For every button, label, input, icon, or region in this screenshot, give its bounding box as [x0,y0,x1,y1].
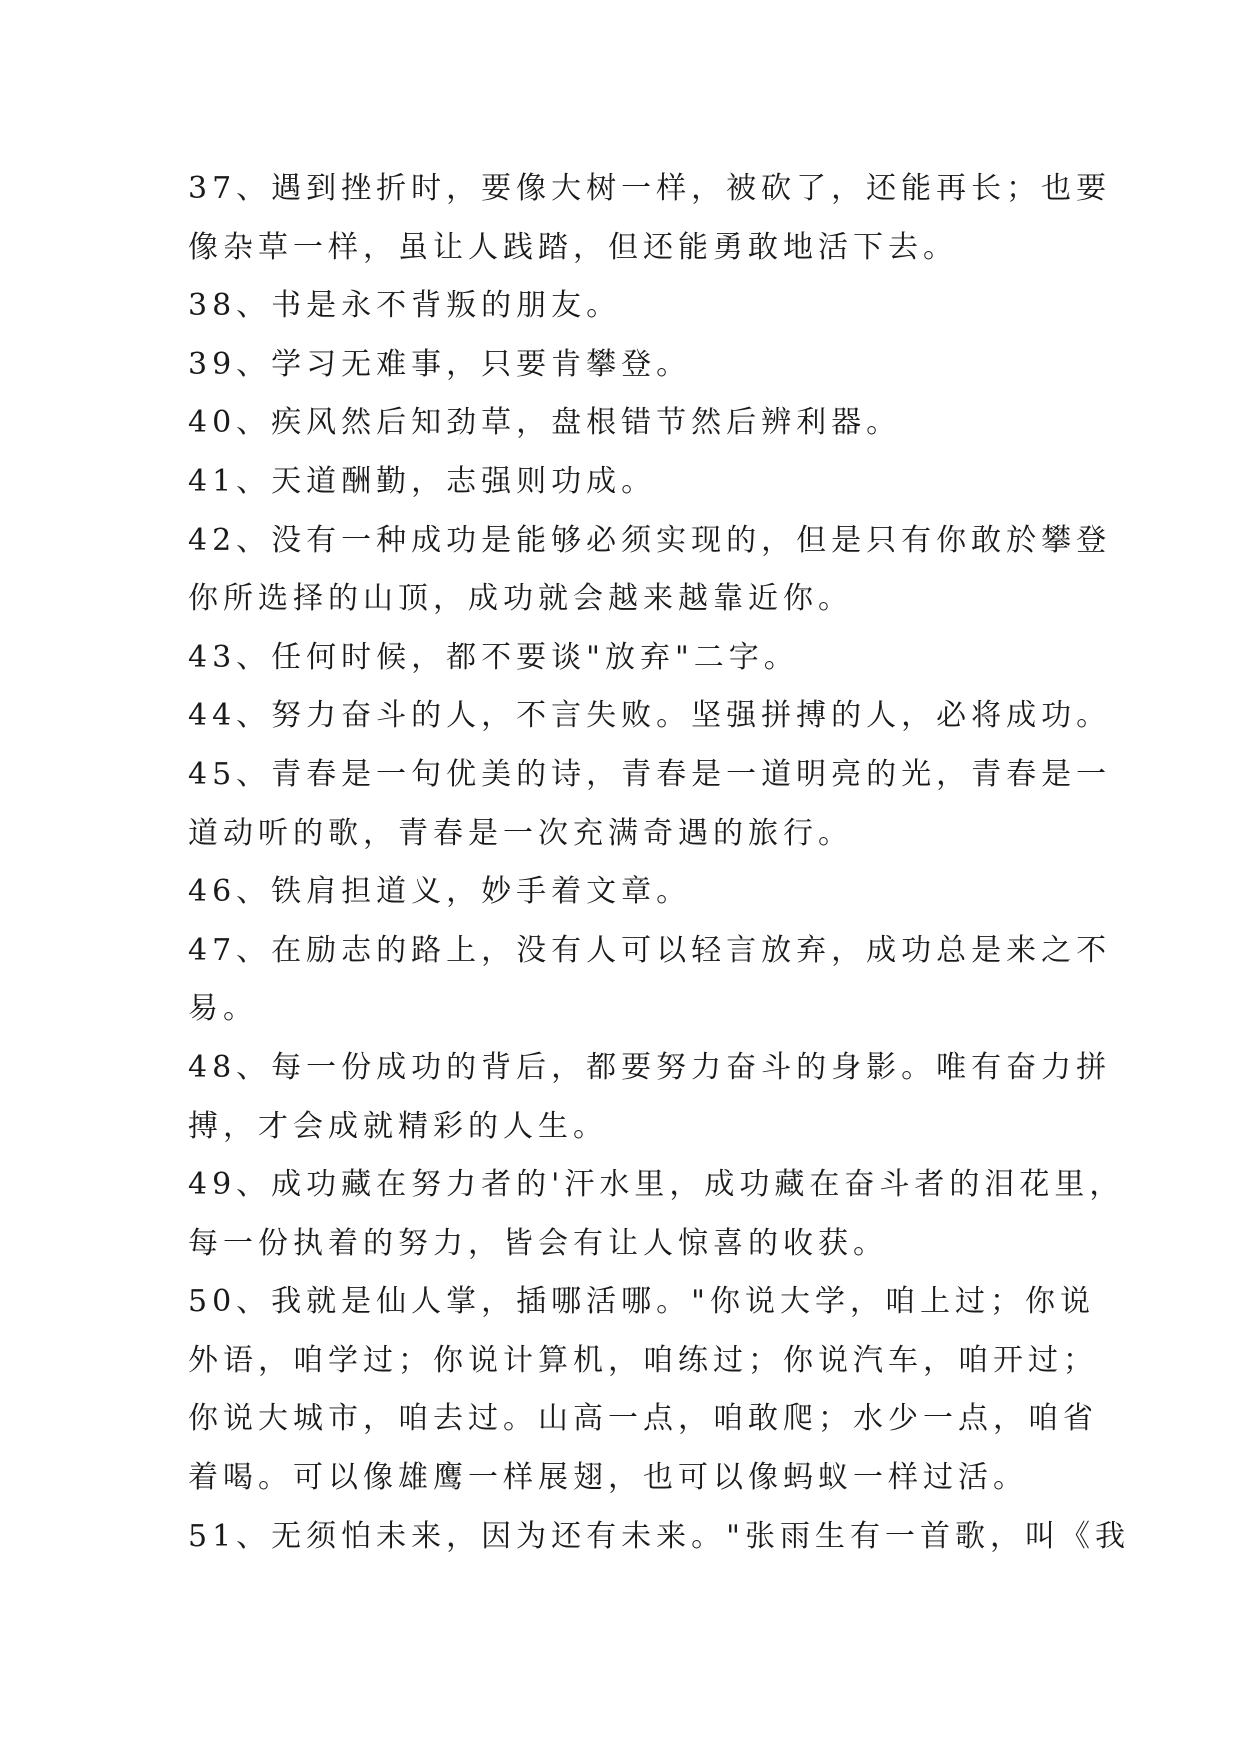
text-line: 47、在励志的路上，没有人可以轻言放弃，成功总是来之不 [188,932,1112,968]
text-line: 你说大城市，咱去过。山高一点，咱敢爬；水少一点，咱省 [188,1401,1098,1437]
text-line: 道动听的歌，青春是一次充满奇遇的旅行。 [188,815,853,851]
text-line: 45、青春是一句优美的诗，青春是一道明亮的光，青春是一 [188,756,1112,792]
text-line: 易。 [188,991,258,1027]
text-line: 43、任何时候，都不要谈"放弃"二字。 [188,639,799,675]
text-line: 你所选择的山顶，成功就会越来越靠近你。 [188,581,853,617]
text-line: 38、书是永不背叛的朋友。 [188,288,622,324]
text-line: 41、天道酬勤，志强则功成。 [188,463,657,499]
document-body [188,160,1130,1566]
text-line: 每一份执着的努力，皆会有让人惊喜的收获。 [188,1225,888,1261]
text-line: 51、无须怕未来，因为还有未来。"张雨生有一首歌，叫《我 [188,1518,1130,1554]
text-line: 44、努力奋斗的人，不言失败。坚强拼搏的人，必将成功。 [188,698,1112,734]
text-line: 像杂草一样，虽让人践踏，但还能勇敢地活下去。 [188,229,958,265]
text-line: 39、学习无难事，只要肯攀登。 [188,346,692,382]
text-line: 外语，咱学过；你说计算机，咱练过；你说汽车，咱开过； [188,1342,1098,1378]
text-line: 50、我就是仙人掌，插哪活哪。"你说大学，咱上过；你说 [188,1284,1095,1320]
text-line: 49、成功藏在努力者的'汗水里，成功藏在奋斗者的泪花里， [188,1167,1125,1203]
text-line: 46、铁肩担道义，妙手着文章。 [188,874,692,910]
text-line: 37、遇到挫折时，要像大树一样，被砍了，还能再长；也要 [188,171,1112,206]
text-line: 40、疾风然后知劲草，盘根错节然后辨利器。 [188,405,902,441]
text-line: 着喝。可以像雄鹰一样展翅，也可以像蚂蚁一样过活。 [188,1460,1028,1496]
text-line: 42、没有一种成功是能够必须实现的，但是只有你敢於攀登 [188,522,1112,558]
text-line: 48、每一份成功的背后，都要努力奋斗的身影。唯有奋力拼 [188,1049,1112,1085]
text-line: 搏，才会成就精彩的人生。 [188,1108,608,1144]
